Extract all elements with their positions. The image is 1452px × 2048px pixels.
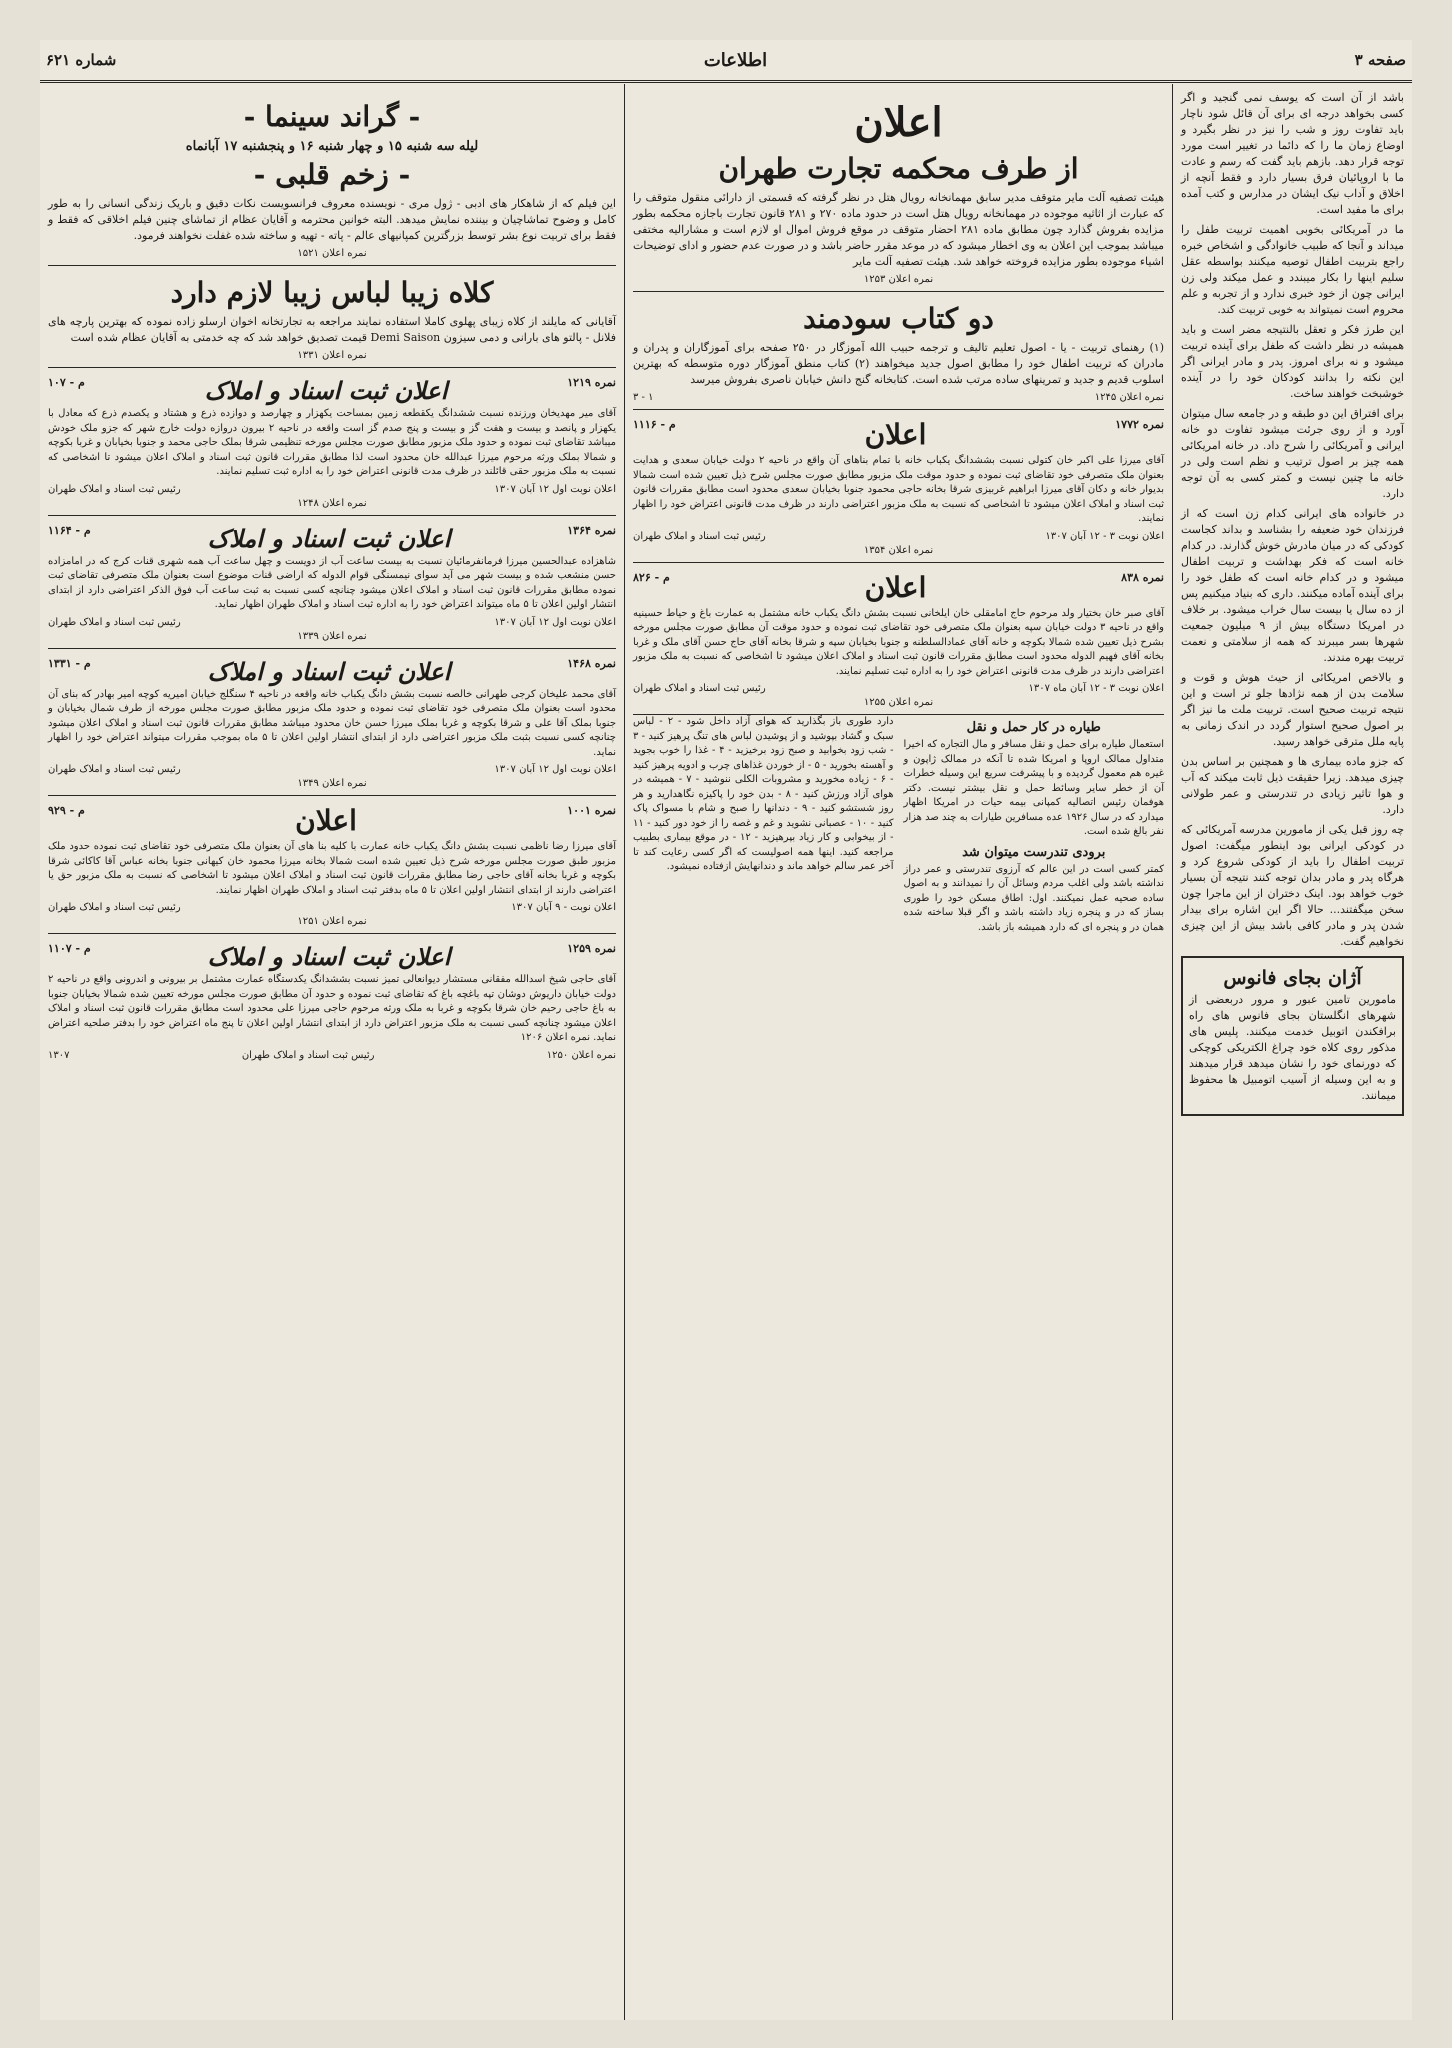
notice-ref: نمره ۱۳۶۴	[567, 523, 616, 537]
notice-num: م - ۱۱۰۷	[48, 942, 91, 955]
notice-dates: اعلان نوبت ۳ - ۱۲ آبان ماه ۱۳۰۷	[1028, 683, 1164, 694]
notice-ref: نمره ۱۴۶۸	[567, 656, 616, 670]
court-title: اعلان	[854, 99, 943, 146]
hat-ref: نمره اعلان ۱۳۳۱	[297, 350, 367, 361]
notice-ad-ref: نمره اعلان ۱۳۴۹	[297, 778, 367, 789]
health-heading: برودی تندرست میتوان شد	[962, 844, 1106, 860]
notice-body: آقای حاجی شیخ اسدالله مفقانی مستشار دیوانعالی تمیز نسبت بششدانگ یکدستگاه عمارت مشتمل بر بیرونی و اندرونی واقع در ناحیه ۲ دولت خیابان داریوش دوشان تپه باغچه باغ که تقاضای ثبت نموده و حدود آن مطابق صورت مجلس مورخه تعیین شده شمالا بخیابان جنوبا به باغ حاجی رحیم خان شرقا بکوچه و غربا به ملک ورثه مرحوم حاجی میرزا علی محدود است مطابق مقررات قانون ثبت اسناد و املاک اعلان میشود چنانچه کسی نسبت به ملک مزبور اعتراض دارد از ابتدای انتشار اولین اعلان تا پنج ماه اعتراض خود را بدفتر صلحیه اعتراض نماید. نمره اعلان ۱۲۰۶	[48, 974, 616, 1043]
notice-office: رئیس ثبت اسناد و املاک طهران	[241, 1049, 375, 1061]
notice-office: رئیس ثبت اسناد و املاک طهران	[48, 764, 181, 775]
court-body: هیئت تصفیه آلت مایر متوقف مدیر سابق مهمانخانه رویال هتل در نظر گرفته که قسمتی از دارائی منقول متوقف را که عبارت از اثاثیه موجوده در مهمانخانه رویال هتل است در حدود ماده ۲۷۰ و ۲۸۱ قانون تجارت باجازه محکمه بطور مزایده بفروش گذارد چون مطابق ماده ۲۸۱ احضار متوقف در موقع فروش اموال او لازم است و مشارالیه مختفی میباشد بموجب این اعلان به وی اخطار میشود که در موعد مقرر حاضر باشد و در صورت عدم حضور و ادای توضیحات اشیاء موجوده بطور مزایده فروخته خواهد شد. هیئت تصفیه آلت مایر	[633, 191, 1165, 268]
books-ref: نمره اعلان ۱۲۴۵	[1094, 392, 1164, 403]
right-column	[1172, 84, 1412, 2020]
notice-num: م - ۱۱۶۴	[48, 523, 91, 537]
middle-column	[624, 84, 1172, 2020]
notice-body: آقای میرزا رضا ناظمی نسبت بشش دانگ یکباب خانه عمارت با کلیه بنا های آن بعنوان ملک متصرفی خود تقاضای ثبت نموده حدود ملک مزبور طبق صورت مجلس مورخه شرح ذیل تعیین شده است شمالا بخانه میرزا محمود خان کیهانی جنوبا بخانه عباس آقا کاکائی شرقا بکوچه و غربا بخانه آقای حاجی رضا مطابق مقررات قانون ثبت اسناد و املاک اعلان میشود تا اشخاصی که نسبت به ملک مزبور حق یا اعتراضی دارند از ابتدای انتشار اولین اعلان تا ۵ ماه بدفتر ثبت اسناد و املاک طهران اظهار نمایند.	[48, 841, 616, 896]
paper-name: اطلاعات	[703, 49, 768, 71]
notice-body: آقای میرزا علی اکبر خان کتولی نسبت بششدانگ یکباب خانه با تمام بناهای آن واقع در ناحیه ۲ دولت خیابان سعدی و هدایت بعنوان ملک متصرفی خود تقاضای ثبت نموده و حدود موقت ملک مزبور مطابق صورت مجلس شرح ذیل تعیین شده است شمالا بدیوار خانه و دکان آقای میرزا ابراهیم غربیزی شرقا بخانه حاجی محمود جنوبا بخیابان سعدی محدود است مطابق مقررات قانون ثبت اسناد و املاک اعلان میشود تا اشخاصی که نسبت به ملک مزبور اعتراضی دارند در ظرف مدت قانونی اعتراض خود را اظهار نمایند.	[633, 455, 1164, 524]
article-paragraph: این طرز فکر و تعقل بالنتیجه مضر است و باید همیشه در نظر داشت که طفل برای آینده تربیت میشود و نه برای امروز. پدر و مادر ایرانی اگر این نکته را بدانند کودکان خود را در آینده خوشبخت خواهند ساخت.	[1181, 323, 1404, 400]
notice-ad-ref: ۱۳۰۷	[48, 1049, 70, 1061]
notice-office: رئیس ثبت اسناد و املاک طهران	[48, 616, 181, 628]
notice-office: رئیس ثبت اسناد و املاک طهران	[48, 902, 181, 913]
notice-block	[48, 649, 616, 797]
notice-num: م - ۸۲۶	[633, 570, 670, 584]
article-paragraph: در خانواده های ایرانی کدام زن است که از فرزندان خود ضعیفه را بشناسد و بداند کجاست کودکی که در میان مادرش خوش گذارند. در کدام خانه است که فکر بهداشت و تربیت اطفال میشود و در کدام خانه است که طفل خود را برای آینده آماده میکنند. داری که بنیاد میکنیم پس از ده سال یا بیست سال خراب میشود. بر خلاف در امریکا دستگاه بیش از ۹ میلیون جمعیت شهرها بسر میبرند که همه از سلامتی و نعمت تربیت بهره مندند.	[1181, 507, 1404, 664]
notice-ref: نمره ۸۳۸	[1121, 570, 1164, 584]
notice-body: آقای صبر خان بختیار ولد مرحوم حاج امامقلی خان ایلخانی نسبت بشش دانگ یکباب خانه مشتمل به عمارت باغ و حیاط حسینیه واقع در ناحیه ۳ دولت خیابان سپه بعنوان ملک متصرفی خود تقاضای ثبت نموده و حدود موقت آن مطابق صورت مجلس مورخه بشرح ذیل تعیین شده شمالا بکوچه و خانه آقای عمادالسلطنه و جنوبا بخیابان سپه و شرقا بخانه آقای حاج حسن آقای ملک و غربا بخانه آقای فهیم الدوله محدود است مطابق مقررات قانون ثبت اسناد و املاک اعلان میشود تا اشخاصی که نسبت به ملک مزبور اعتراضی دارند در ظرف مدت قانونی اعتراض خود را به اداره ثبت تسلیم نمایند.	[633, 607, 1165, 677]
notice-heading: اعلان ثبت اسناد و املاک	[207, 523, 451, 553]
cinema-ad	[48, 90, 616, 266]
left-column	[40, 84, 624, 2020]
film-title: - زخم قلبی -	[253, 158, 411, 191]
notice-heading: اعلان ثبت اسناد و املاک	[207, 942, 451, 971]
article-paragraph: باشد از آن است که یوسف نمی گنجید و اگر کسی بخواهد درجه ای برای آن قائل شود ناچار باید تفاوت روز و شب را نیز در نظر بگیرد و اوضاع زمان ما را که دائما در تغییر است مورد توجه قرار دهد. بازهم باید گفت که رسم و عادت ما با اروپائیان فرق بسیار دارد و فقط آنچه از اخلاق و آداب نیک ایشان در مدارس و کتب آمده برای ما مفید است.	[1181, 91, 1404, 216]
notice-ref: نمره ۱۲۱۹	[567, 376, 616, 389]
notice-office: رئیس ثبت اسناد و املاک طهران	[48, 483, 181, 495]
notice-body: آقای میر مهدیخان ورزنده نسبت ششدانگ یکقطعه زمین بمساحت یکهزار و چهارصد و دوازده ذرع و هشتاد و یکصدم ذرع که معادل با یکهزار و پانصد و بیست و هفت گز و بیست و پنج صدم گز است واقعه در ناحیه ۲ بیرون دروازه دولت خارج شهر که جزو ملک خودش میباشد تقاضای ثبت نموده و حدود ملک مزبور مطابق صورت مجلس مورخه تنظیمی شرقا بملک حاجی محمد و جنوبا بخیابان و غربا بکوچه و شمالا بملک ورثه مرحوم میرزا عبدالله خان محدود است لذا مطابق مقررات قانون ثبت اسناد و املاک اعلان میشود تا اشخاصی که نسبت به ملک مزبور حقی قائلند در ظرف مدت قانونی اعتراض خود را به اداره ثبت تسلیم نمایند.	[48, 408, 617, 477]
newspaper-page	[40, 40, 1412, 2020]
article-paragraph: چه روز قبل یکی از مامورین مدرسه آمریکائی که در کودکی ایرانی بود اینطور میگفت: اصول تربیت اطفال را باید از کودکی شروع کرد و هرگاه پدر و مادر بدان توجه کنند نتیجه آن بسیار خوب خواهد بود. اینک دختران از این ماجرا چون سخن میگفتند... حالا اگر این اشاره برای بیدار شدن پدر و مادر کافی باشد بیش از این چیزی نخواهیم گفت.	[1181, 823, 1404, 948]
health-body: کمتر کسی است در این عالم که آرزوی تندرستی و عمر دراز نداشته باشد ولی اغلب مردم وسائل آن را نمیدانند و به اصول ساده صحیه عمل نمیکنند. اول: اطاق مسکن خود را طوری بساز که در و پنجره زیاد داشته باشد و اگر قبلا ساخته شده همان در و پنجره ای که دارد همیشه باز باشد.	[903, 863, 1164, 933]
notice-heading: اعلان	[864, 570, 927, 604]
notice-dates: اعلان نوبت اول ۱۲ آبان ۱۳۰۷	[494, 483, 616, 495]
notice-num: م - ۱۳۳۱	[48, 656, 91, 670]
aviation-body: استعمال طیاره برای حمل و نقل مسافر و مال التجاره که اخیرا متداول ممالک اروپا و امریکا شده تا آنکه در ممالک ژاپون و غیره هم معمول گردیده و با پیشرفت سریع این وسیله خطرات آن از خطر سایر وسائط حمل و نقل بیشتر نیست. دکتر هوفمان رئیس اتصالیه کمپانی بیمه حیات در امریکا اظهار میدارد که در سال ۱۹۲۶ عده مسافرین طیارات به چند صد هزار نفر بالغ شده است.	[903, 739, 1164, 837]
hat-body: آقایانی که مایلند از کلاه زیبای پهلوی کاملا استفاده نمایند مراجعه به تجارتخانه اخوان ارسلو زاده نموده که بهترین پارچه های فلانل - پالتو های بارانی و دمی سیزون Demi Saison قیمت تصدیق خواهد شد که چه خدمتی به آقایان عظام شده است	[48, 315, 616, 344]
cinema-name: - گراند سینما -	[243, 100, 421, 133]
aviation-heading: طیاره در کار حمل و نقل	[966, 720, 1101, 735]
court-ref: نمره اعلان ۱۲۵۳	[863, 274, 934, 285]
notice-dates: اعلان نوبت - ۹ آبان ۱۳۰۷	[511, 902, 616, 913]
notice-dates: اعلان نوبت اول ۱۲ آبان ۱۳۰۷	[494, 616, 616, 628]
court-notice	[633, 90, 1164, 292]
article-paragraph: ما در آمریکائی بخوبی اهمیت تربیت طفل را میداند و آنجا که طبیب خانوادگی و اشخاص خبره راجع بتربیت اطفال توصیه میکنند بواسطه عقل سلیم اینها را بکار میبندد و عمل میکند ولی زن ایرانی چون از خود خبری ندارد و از تجربه و علم محروم است نمیتواند به خوبی تربیت کند.	[1181, 223, 1404, 316]
notice-ref: نمره ۱۰۰۱	[567, 804, 616, 817]
health-body-continued: دارد طوری باز بگذارید که هوای آزاد داخل شود - ۲ - لباس سبک و گشاد بپوشید و از پوشیدن لباس های تنگ پرهیز کنید - ۳ - شب زود بخوابید و صبح زود برخیزید - ۴ - غذا را خوب بجوید و آهسته بخورید - ۵ - از خوردن غذاهای چرب و ادویه پرهیز کنید - ۶ - زیاده مخورید و مشروبات الکلی ننوشید - ۷ - همیشه در هوای آزاد ورزش کنید - ۸ - بدن خود را پاکیزه نگاهدارید و هر روز شستشو کنید - ۹ - دندانها را صبح و شام با مسواک پاک کنید - ۱۰ - عصبانی نشوید و غم و غصه را از خود دور کنید - ۱۱ - از بیخوابی و کار زیاد بپرهیزید - ۱۲ - در موقع بیماری بطبیب مراجعه کنید. اینها همه اصولیست که اگر کسی رعایت کند تا آخر عمر سالم خواهد ماند و دندانهایش ازفتاده نمیشود.	[633, 716, 894, 872]
notice-ad-ref: نمره اعلان ۱۲۵۱	[297, 916, 367, 927]
notice-ad-ref: نمره اعلان ۱۳۵۴	[863, 544, 934, 556]
article-paragraph: و بالاخص امریکائی از حیث هوش و قوت و سلامت بدن از همه نژادها جلو تر است و این نتیجه تربیت صحیح است. تربیت ملت ما نیز اگر بر اصول صحیح استوار گردد در اندک زمانی به پایه ملل مترقی خواهد رسید.	[1181, 671, 1404, 748]
notice-block	[48, 368, 616, 516]
lantern-title: آژان بجای فانوس	[1223, 967, 1362, 989]
hat-title: کلاه زیبا لباس زیبا لازم دارد	[170, 276, 494, 309]
issue-number: شماره ۶۲۱	[46, 51, 117, 69]
cinema-body: این فیلم که از شاهکار های ادبی - ژول مری - نویسنده معروف فرانسویست نکات دقیق و باریک زندگی انسانی را به طور کامل و وضوح تماشاچیان و بیننده نمایش میدهد. البته خوانین محترمه و آقایان عظام از تماشای چنین فیلم اخلاقی که فقط و فقط برای تربیت نوع بشر توسط بزرگترین کمپانیهای عالم - پاته - تهیه و ساخته شده غفلت نخواهند فرمود.	[48, 197, 616, 242]
notice-dates: اعلان نوبت اول ۱۲ آبان ۱۳۰۷	[494, 764, 616, 775]
notice-heading: اعلان	[295, 804, 357, 837]
lantern-box	[1181, 956, 1404, 1116]
notice-body: شاهزاده عبدالحسین میرزا فرمانفرمائیان نسبت به بیست ساعت آب از دویست و چهل ساعت آب همه شهری قنات کرج که در امامزاده حسن منشعب شده و بیست شهر می آید سوای نیمسنگی قوام الدوله که اراضی قنات موضوع است بعنوان ملک متصرفی تقاضای ثبت نموده مطابق مقررات قانون ثبت اسناد و املاک اعلان میشود چنانچه کسی نسبت به ثبت ساعت آب فوق الذکر اعتراضی دارد از ابتدای انتشار اولین اعلان تا ۵ ماه میتواند اعتراض خود را به اداره ثبت اسناد و املاک طهران اظهار نماید.	[48, 555, 616, 610]
notice-block	[633, 563, 1164, 716]
article-paragraph: که جزو ماده بیماری ها و همچنین بر اساس بدن چیزی میدهد. زیرا حقیقت ذیل ثابت میکند که آب و هوا تاثیر زیادی در تندرستی و عمر طولانی دارد.	[1181, 755, 1404, 816]
cinema-dates: لیله سه شنبه ۱۵ و چهار شنبه ۱۶ و پنجشنبه ۱۷ آبانماه	[185, 139, 479, 154]
notice-block	[48, 796, 616, 934]
lantern-body: مامورین تامین عبور و مرور دربعضی از شهرهای انگلستان بجای فانوس های راه برافکندن اتوبیل خدمت میکنند. پلیس های مذکور روی کلاه خود چراغ الکتریکی کوچکی که دورنمای خود را نشان میدهد قرار میدهند و به این وسیله از آسیب اتومبیل ها محفوظ میمانند.	[1189, 993, 1396, 1102]
hat-ad	[48, 266, 616, 368]
books-ad	[633, 292, 1164, 410]
cinema-ref: نمره اعلان ۱۵۲۱	[297, 248, 367, 259]
page-number: صفحه ۳	[1354, 51, 1406, 69]
notice-num: م - ۹۲۹	[48, 804, 85, 817]
notice-office: رئیس ثبت اسناد و املاک طهران	[633, 683, 766, 694]
court-subtitle: از طرف محکمه تجارت طهران	[718, 152, 1079, 185]
notice-ref: نمره ۱۲۵۹	[567, 942, 616, 955]
notice-ref: نمره ۱۷۷۲	[1115, 418, 1164, 431]
notice-ad-ref: نمره اعلان ۱۲۴۸	[297, 497, 367, 509]
notice-ad-ref: نمره اعلان ۱۲۵۵	[863, 697, 934, 708]
notice-heading: اعلان ثبت اسناد و املاک	[204, 376, 448, 405]
notice-heading: اعلان	[864, 418, 927, 451]
notice-block	[48, 516, 616, 649]
notice-block	[633, 410, 1164, 563]
notice-num: م - ۱۱۱۶	[633, 418, 676, 431]
notice-office: رئیس ثبت اسناد و املاک طهران	[633, 530, 766, 542]
health-article	[633, 715, 1164, 939]
notice-ad-ref: نمره اعلان ۱۳۳۹	[297, 630, 367, 642]
article-paragraph: برای افتراق این دو طبقه و در جامعه سال میتوان آورد و از روی جرئت میشود تفاوت دو خانه ایرانی و آمریکائی را شرح داد. در خانه امریکائی همه چیز بر اصول ترتیب و نظم است ولی در خانه ما چنین نیست و کمتر کسی به آن توجه دارد.	[1181, 407, 1404, 500]
books-body: (۱) رهنمای تربیت - یا - اصول تعلیم تالیف و ترجمه حبیب الله آموزگار در ۲۵۰ صفحه برای آموزگاران و پدران و مادران که تربیت اطفال خود را مطابق اصول جدید میخواهند (۲) کتاب منطق آموزگار دوره متوسطه که بهترین اسلوب قدیم و جدید و تمرینهای ساده مرتب شده است. کتابخانه گنج دانش خیابان ناصری بفروش میرسد	[633, 341, 1165, 386]
books-tag: ۱ - ۳	[633, 392, 654, 403]
notice-num: م - ۱۰۷	[48, 376, 85, 389]
notice-dates: اعلان نوبت ۳ - ۱۲ آبان ۱۳۰۷	[1045, 530, 1164, 542]
books-title: دو کتاب سودمند	[803, 302, 994, 335]
notice-dates: نمره اعلان ۱۲۵۰	[546, 1049, 616, 1061]
page-header	[40, 40, 1412, 83]
notice-block	[48, 934, 616, 1067]
notice-heading: اعلان ثبت اسناد و املاک	[207, 656, 451, 686]
notice-body: آقای محمد علیخان کرجی طهرانی خالصه نسبت بشش دانگ یکباب خانه واقعه در ناحیه ۴ سنگلج خیابان امیریه کوچه امیر بهادر که بنای آن محدود است بعنوان ملک متصرفی خود تقاضای ثبت نموده و حدود ملک مزبور مطابق صورت مجلس مورخه از طرف شمال بخیابان و جنوبا بملک آقا علی و شرقا بکوچه و غربا بملک میرزا حسن خان محدود میباشد مطابق مقررات قانون ثبت اسناد و املاک اعلان میشود چنانچه کسی نسبت بثبت ملک مزبور اعتراضی دارد از ابتدای انتشار اولین اعلان تا ۵ ماه بموجب مقررات میتواند اعتراض خود را اظهار نماید.	[48, 688, 616, 758]
